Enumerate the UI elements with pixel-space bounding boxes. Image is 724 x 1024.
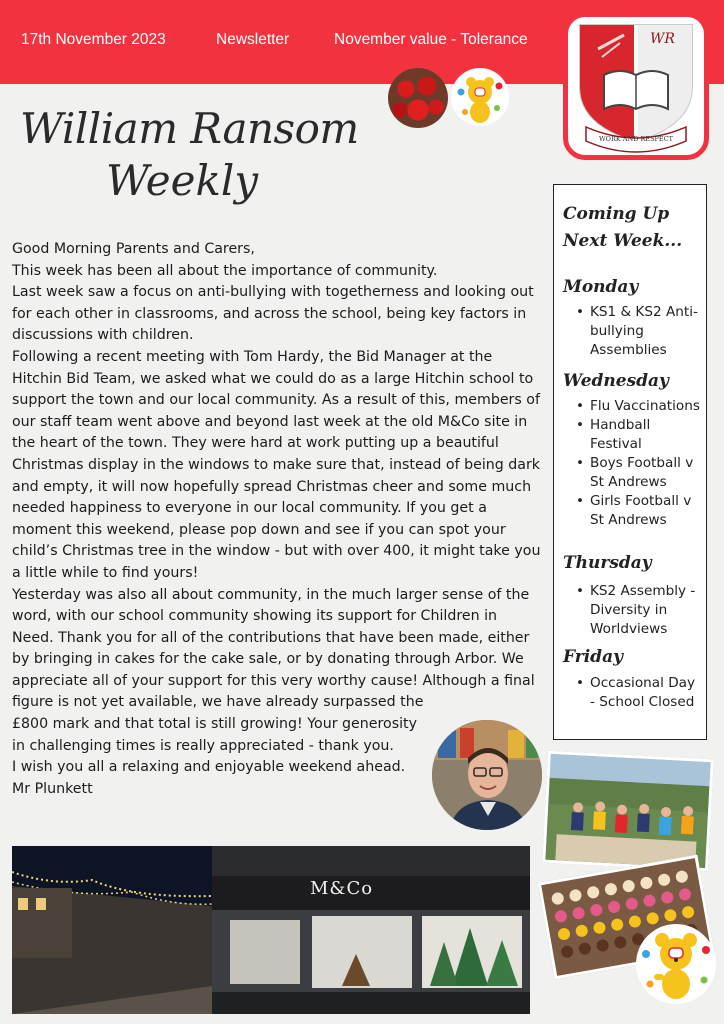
crest-initials: WR	[650, 31, 675, 47]
list-item: • Girls Football v St Andrews	[576, 492, 704, 530]
letter-paragraph: Last week saw a focus on anti-bullying with togetherness and looking out for each other in classrooms, and across the school, being key factors in discussions with children.	[12, 284, 534, 344]
list-item: • KS2 Assembly - Diversity in Worldviews	[576, 582, 704, 639]
sidebar-list-friday	[576, 674, 704, 712]
sidebar-list-thursday	[576, 582, 704, 639]
list-item: • Handball Festival	[576, 416, 704, 454]
letter-paragraph: Following a recent meeting with Tom Hardy, the Bid Manager at the Hitchin Bid Team, we asked what we could do as a large Hitchin school to support the town and our local community. As a result of this, members of our staff team went above and beyond last week at the old M&Co site in the heart of the town. They were hard at work putting up a beautiful Christmas display in the windows to make sure that, instead of being dark and empty, it will now hopefully spread Christmas cheer and some much needed happiness to everyone in our local community. If you get a moment this weekend, please pop down and see if you can spot your child’s Christmas tree in the window - but with over 400, it might take you a little while to find yours!	[12, 348, 541, 581]
sidebar-day-monday: Monday	[563, 277, 639, 297]
masthead-line1: William Ransom	[20, 104, 359, 153]
letter-closing: I wish you all a relaxing and enjoyable weekend ahead.	[12, 759, 406, 776]
poppy-image	[388, 68, 448, 128]
coming-up-sidebar	[553, 184, 707, 740]
sidebar-title: Coming Up Next Week...	[563, 204, 683, 251]
header-value: November value - Tolerance	[334, 31, 528, 48]
sidebar-list-wednesday	[576, 397, 704, 530]
list-item: • Flu Vaccinations	[576, 397, 704, 416]
crest-motto: WORK AND RESPECT	[598, 135, 673, 143]
header-newsletter: Newsletter	[216, 31, 290, 48]
sidebar-day-friday: Friday	[563, 647, 623, 667]
letter-paragraph: This week has been all about the importance of community.	[12, 262, 438, 279]
list-item: • Boys Football v St Andrews	[576, 454, 704, 492]
masthead-line2: Weekly	[106, 156, 259, 205]
teacher-photo	[432, 720, 542, 830]
letter-greeting: Good Morning Parents and Carers,	[12, 241, 255, 257]
pudsey-bear-icon	[451, 68, 509, 126]
list-item: • KS1 & KS2 Anti-bullying Assemblies	[576, 303, 704, 360]
sidebar-list-monday	[576, 303, 704, 360]
letter-paragraph: £800 mark and that total is still growing! Your generosity in challenging times is really appreciated - thank you.	[12, 716, 417, 754]
mco-window-photo	[12, 846, 530, 1014]
letter-paragraph: Yesterday was also all about community, in the much larger sense of the word, with our school community showing its support for Children in Need. Thank you for all of the contributions that have been made, either by bringing in cakes for the cake sale, or by donating through Arbor. We appreciate all of your support for this very worthy cause! Although a final figure is not yet available, we have already surpassed the	[12, 586, 535, 711]
children-in-need-group-photo	[542, 751, 714, 872]
sidebar-day-wednesday: Wednesday	[563, 371, 669, 391]
letter-body	[12, 239, 542, 800]
list-item: • Occasional Day - School Closed	[576, 674, 704, 712]
pudsey-bear-icon	[636, 924, 716, 1004]
sidebar-day-thursday: Thursday	[563, 553, 652, 573]
school-crest	[563, 12, 709, 160]
store-sign: M&Co	[310, 878, 374, 899]
header-date: 17th November 2023	[21, 31, 166, 48]
letter-signoff: Mr Plunkett	[12, 780, 93, 797]
